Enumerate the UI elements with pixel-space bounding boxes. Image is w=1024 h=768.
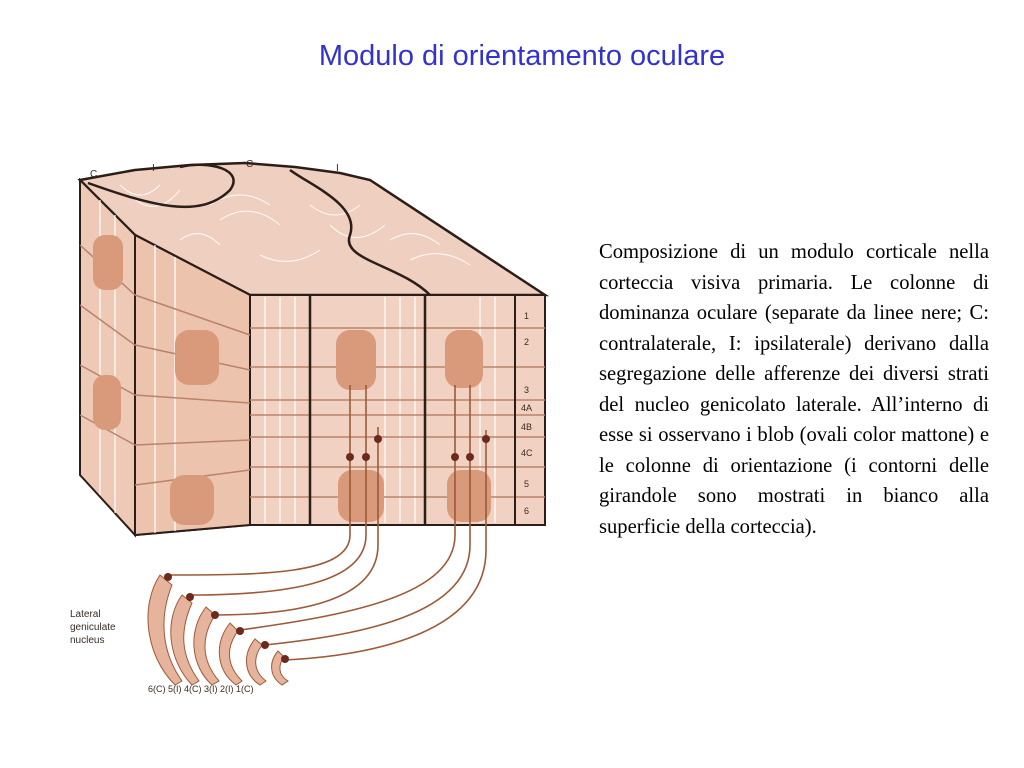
top-label-c1: C <box>90 169 98 180</box>
blob <box>338 470 384 522</box>
layer-label-6: 6 <box>524 506 530 516</box>
figure-caption: Composizione di un modulo corticale nella corteccia visiva primaria. Le colonne di dominanza oculare (separate da linee nere; C: contralaterale, I: ipsilaterale) derivano dalla segregazione delle afferenze dei diversi strati del nucleo genicolato laterale. All’interno di esse si osservano i blob (ovali color mattone) e le colonne di orientazione (i contorni delle girandole sono mostrati in bianco alla superficie della corteccia). <box>599 241 989 538</box>
layer-label-3: 3 <box>524 385 530 395</box>
lgn-label-line-1: Lateral <box>70 609 101 620</box>
layer-label-2: 2 <box>524 337 530 347</box>
blob <box>445 330 483 388</box>
top-label-i1: I <box>152 163 155 174</box>
blob <box>447 470 491 522</box>
layer-label-4a: 4A <box>521 403 533 413</box>
slide-title: Modulo di orientamento oculare <box>318 40 726 72</box>
blob <box>93 375 121 430</box>
layer-label-1: 1 <box>524 311 530 321</box>
lgn-label-line-2: geniculate <box>70 622 116 633</box>
top-label-i2: I <box>336 163 339 174</box>
lgn-layers-label: 6(C) 5(I) 4(C) 3(I) 2(I) 1(C) <box>148 684 254 694</box>
cortex-left-face <box>80 180 135 535</box>
blob <box>93 235 123 290</box>
cortical-module-illustration <box>60 145 560 705</box>
top-label-c2: C <box>246 159 254 170</box>
blob <box>336 330 376 390</box>
layer-label-4c: 4C <box>521 448 533 458</box>
layer-label-5: 5 <box>524 479 530 489</box>
lgn-label-line-3: nucleus <box>70 635 105 646</box>
blob <box>175 330 219 385</box>
blob <box>170 475 214 525</box>
layer-label-4b: 4B <box>521 422 533 432</box>
cortex-diagram <box>60 145 560 705</box>
